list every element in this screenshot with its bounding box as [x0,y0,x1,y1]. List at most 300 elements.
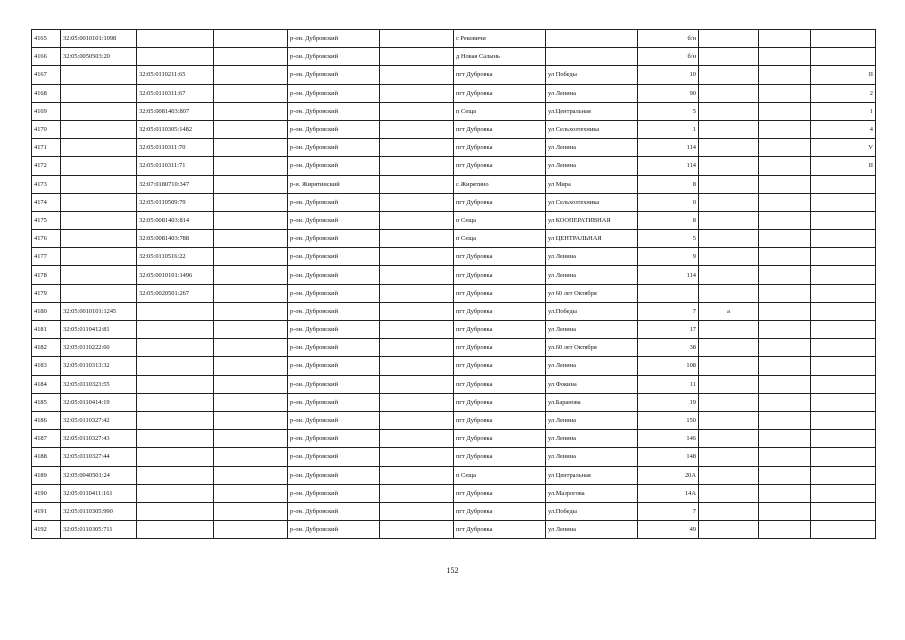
house-letter-cell [699,139,759,157]
cadastral-number-cell [61,84,137,102]
house-number-cell: 7 [638,502,699,520]
empty-cell [214,266,288,284]
house-letter-cell [699,339,759,357]
locality-cell: пгт Дубровка [454,266,546,284]
record-number-cell: 4185 [32,393,61,411]
house-number-cell: 114 [638,266,699,284]
cadastral-number-alt-cell: 32:05:0110311:70 [137,139,214,157]
record-number-cell: 4169 [32,102,61,120]
locality-cell: пгт Дубровка [454,521,546,539]
house-number-cell [638,284,699,302]
note-cell [811,502,876,520]
district-cell: р-он. Дубровский [288,193,380,211]
table-row [32,84,876,102]
record-number-cell: 4178 [32,266,61,284]
cadastral-number-cell: 32:05:0110411:161 [61,484,137,502]
house-letter-cell [699,357,759,375]
table-row [32,357,876,375]
empty-cell [214,211,288,229]
note-cell [811,230,876,248]
cadastral-number-cell [61,211,137,229]
cadastral-number-cell [61,66,137,84]
locality-cell: пгт Дубровка [454,411,546,429]
street-cell: ул Ленина [546,430,638,448]
district-cell: р-он. Дубровский [288,230,380,248]
empty-cell [214,193,288,211]
empty-cell [759,430,811,448]
locality-cell: с Рековичи [454,30,546,48]
table-row [32,266,876,284]
cadastral-number-alt-cell [137,357,214,375]
house-number-cell: 10 [638,66,699,84]
empty-cell [759,321,811,339]
street-cell: ул 60 лет Октября [546,284,638,302]
record-number-cell: 4183 [32,357,61,375]
empty-cell [759,448,811,466]
cadastral-number-alt-cell [137,393,214,411]
note-cell [811,393,876,411]
empty-cell [214,484,288,502]
house-number-cell: 90 [638,84,699,102]
empty-cell [214,157,288,175]
cadastral-number-alt-cell: 32:05:0010101:1496 [137,266,214,284]
empty-cell [380,339,454,357]
cadastral-number-cell: 32:05:0010101:1098 [61,30,137,48]
house-letter-cell [699,248,759,266]
empty-cell [214,411,288,429]
house-number-cell: 150 [638,411,699,429]
street-cell: ул Центральная [546,466,638,484]
record-number-cell: 4173 [32,175,61,193]
note-cell [811,484,876,502]
table-row [32,48,876,66]
note-cell: 2 [811,84,876,102]
street-cell: ул Ленина [546,521,638,539]
empty-cell [380,157,454,175]
empty-cell [380,502,454,520]
empty-cell [214,175,288,193]
house-letter-cell [699,430,759,448]
locality-cell: пгт Дубровка [454,484,546,502]
empty-cell [759,466,811,484]
cadastral-number-cell [61,193,137,211]
record-number-cell: 4179 [32,284,61,302]
table-row [32,484,876,502]
locality-cell: пгт Дубровка [454,157,546,175]
note-cell: V [811,139,876,157]
locality-cell: с Жирятино [454,175,546,193]
property-registry-table [31,29,876,539]
note-cell [811,48,876,66]
empty-cell [380,357,454,375]
note-cell [811,321,876,339]
locality-cell: д Новая Салынь [454,48,546,66]
empty-cell [759,266,811,284]
street-cell: ул.Баранова [546,393,638,411]
empty-cell [759,393,811,411]
empty-cell [759,30,811,48]
district-cell: р-он. Дубровский [288,30,380,48]
cadastral-number-alt-cell [137,466,214,484]
table-row [32,521,876,539]
table-row [32,448,876,466]
cadastral-number-cell [61,248,137,266]
cadastral-number-cell: 32:05:0050503:20 [61,48,137,66]
empty-cell [380,266,454,284]
locality-cell: пгт Дубровка [454,357,546,375]
empty-cell [214,339,288,357]
house-number-cell: 19 [638,393,699,411]
locality-cell: пгт Дубровка [454,66,546,84]
record-number-cell: 4190 [32,484,61,502]
record-number-cell: 4172 [32,157,61,175]
locality-cell: п Сеща [454,102,546,120]
house-number-cell: 11 [638,375,699,393]
record-number-cell: 4177 [32,248,61,266]
cadastral-number-alt-cell: 32:05:0110509:79 [137,193,214,211]
house-number-cell: 9 [638,248,699,266]
street-cell: ул Ленина [546,266,638,284]
cadastral-number-cell [61,284,137,302]
locality-cell: пгт Дубровка [454,139,546,157]
table-row [32,120,876,138]
note-cell [811,411,876,429]
cadastral-number-alt-cell [137,302,214,320]
table-row [32,430,876,448]
empty-cell [214,502,288,520]
empty-cell [214,448,288,466]
empty-cell [759,102,811,120]
house-letter-cell [699,448,759,466]
registry-table-body [32,30,876,539]
empty-cell [380,375,454,393]
empty-cell [214,321,288,339]
street-cell: ул.Победы [546,302,638,320]
street-cell: ул Ленина [546,321,638,339]
empty-cell [759,120,811,138]
house-letter-cell [699,375,759,393]
empty-cell [380,230,454,248]
table-row [32,175,876,193]
locality-cell: пгт Дубровка [454,248,546,266]
empty-cell [380,120,454,138]
note-cell [811,193,876,211]
cadastral-number-alt-cell: 32:05:0020501:267 [137,284,214,302]
house-number-cell: 17 [638,321,699,339]
empty-cell [759,175,811,193]
empty-cell [214,430,288,448]
empty-cell [380,521,454,539]
cadastral-number-cell [61,157,137,175]
note-cell: II [811,66,876,84]
district-cell: р-он. Дубровский [288,248,380,266]
district-cell: р-он. Дубровский [288,393,380,411]
street-cell: ул.Победы [546,502,638,520]
cadastral-number-cell: 32:05:0110305:990 [61,502,137,520]
record-number-cell: 4191 [32,502,61,520]
empty-cell [759,211,811,229]
district-cell: р-он. Дубровский [288,466,380,484]
locality-cell: пгт Дубровка [454,193,546,211]
empty-cell [214,521,288,539]
district-cell: р-он. Дубровский [288,375,380,393]
empty-cell [759,157,811,175]
record-number-cell: 4176 [32,230,61,248]
district-cell: р-он. Дубровский [288,339,380,357]
street-cell: ул Мира [546,175,638,193]
street-cell: ул Ленина [546,248,638,266]
house-number-cell: 146 [638,430,699,448]
cadastral-number-cell: 32:05:0110222:60 [61,339,137,357]
street-cell: ул Сельхозтехника [546,120,638,138]
district-cell: р-он. Дубровский [288,211,380,229]
empty-cell [214,48,288,66]
street-cell: ул Ленина [546,357,638,375]
table-row [32,157,876,175]
empty-cell [214,357,288,375]
empty-cell [214,230,288,248]
district-cell: р-он. Дубровский [288,139,380,157]
house-letter-cell [699,157,759,175]
district-cell: р-он. Дубровский [288,120,380,138]
cadastral-number-alt-cell: 32:05:0081403:788 [137,230,214,248]
district-cell: р-он. Дубровский [288,502,380,520]
locality-cell: пгт Дубровка [454,375,546,393]
record-number-cell: 4170 [32,120,61,138]
record-number-cell: 4187 [32,430,61,448]
table-row [32,411,876,429]
house-number-cell: 108 [638,357,699,375]
empty-cell [759,230,811,248]
record-number-cell: 4167 [32,66,61,84]
note-cell [811,375,876,393]
locality-cell: пгт Дубровка [454,84,546,102]
house-letter-cell [699,120,759,138]
page-number: 152 [446,566,459,575]
table-row [32,66,876,84]
record-number-cell: 4181 [32,321,61,339]
locality-cell: пгт Дубровка [454,339,546,357]
empty-cell [214,139,288,157]
table-row [32,502,876,520]
empty-cell [380,84,454,102]
house-number-cell: 8 [638,175,699,193]
empty-cell [214,120,288,138]
house-letter-cell [699,230,759,248]
cadastral-number-alt-cell: 32:05:0081403:807 [137,102,214,120]
house-letter-cell [699,484,759,502]
house-number-cell: 8 [638,211,699,229]
cadastral-number-cell [61,230,137,248]
empty-cell [380,393,454,411]
empty-cell [380,48,454,66]
house-letter-cell [699,521,759,539]
record-number-cell: 4186 [32,411,61,429]
house-number-cell: 20А [638,466,699,484]
empty-cell [380,66,454,84]
locality-cell: п Сеща [454,211,546,229]
empty-cell [380,466,454,484]
cadastral-number-alt-cell [137,502,214,520]
district-cell: р-он. Дубровский [288,302,380,320]
empty-cell [380,175,454,193]
house-letter-cell [699,48,759,66]
empty-cell [214,393,288,411]
house-letter-cell [699,266,759,284]
house-number-cell: 7 [638,302,699,320]
record-number-cell: 4171 [32,139,61,157]
house-number-cell: 114 [638,157,699,175]
cadastral-number-alt-cell [137,521,214,539]
empty-cell [759,302,811,320]
locality-cell: п Сеща [454,230,546,248]
district-cell: р-он. Дубровский [288,102,380,120]
cadastral-number-alt-cell [137,430,214,448]
district-cell: р-он. Дубровский [288,321,380,339]
note-cell [811,266,876,284]
record-number-cell: 4182 [32,339,61,357]
empty-cell [759,411,811,429]
note-cell: 4 [811,120,876,138]
note-cell [811,466,876,484]
cadastral-number-cell: 32:05:0110327:44 [61,448,137,466]
district-cell: р-он. Дубровский [288,521,380,539]
street-cell: ул Ленина [546,84,638,102]
locality-cell: пгт Дубровка [454,302,546,320]
locality-cell: пгт Дубровка [454,430,546,448]
note-cell [811,30,876,48]
house-number-cell: 114 [638,139,699,157]
empty-cell [759,248,811,266]
district-cell: р-он. Дубровский [288,430,380,448]
empty-cell [214,284,288,302]
district-cell: р-он. Дубровский [288,484,380,502]
empty-cell [214,84,288,102]
empty-cell [759,484,811,502]
empty-cell [759,84,811,102]
cadastral-number-cell: 32:05:0110327:42 [61,411,137,429]
empty-cell [380,484,454,502]
empty-cell [380,321,454,339]
district-cell: р-он. Дубровский [288,48,380,66]
locality-cell: пгт Дубровка [454,284,546,302]
cadastral-number-alt-cell: 32:05:0110211:65 [137,66,214,84]
note-cell [811,521,876,539]
empty-cell [380,248,454,266]
empty-cell [380,139,454,157]
street-cell: ул Ленина [546,157,638,175]
house-number-cell: 38 [638,339,699,357]
cadastral-number-cell [61,102,137,120]
locality-cell: пгт Дубровка [454,502,546,520]
empty-cell [380,193,454,211]
table-row [32,466,876,484]
table-row [32,393,876,411]
empty-cell [214,375,288,393]
cadastral-number-alt-cell: 32:05:0081403:814 [137,211,214,229]
empty-cell [759,375,811,393]
empty-cell [759,521,811,539]
street-cell: ул ЦЕНТРАЛЬНАЯ [546,230,638,248]
record-number-cell: 4165 [32,30,61,48]
empty-cell [214,30,288,48]
cadastral-number-alt-cell: 32:05:0110311:71 [137,157,214,175]
empty-cell [380,448,454,466]
cadastral-number-alt-cell [137,48,214,66]
note-cell [811,211,876,229]
street-cell: ул Фокина [546,375,638,393]
street-cell [546,30,638,48]
house-letter-cell [699,84,759,102]
cadastral-number-cell: 32:05:0110313:32 [61,357,137,375]
table-row [32,375,876,393]
house-letter-cell [699,193,759,211]
cadastral-number-cell [61,266,137,284]
house-number-cell: б/н [638,30,699,48]
cadastral-number-alt-cell: 32:05:0110516:22 [137,248,214,266]
locality-cell: пгт Дубровка [454,120,546,138]
street-cell: ул Сельхозтехника [546,193,638,211]
locality-cell: пгт Дубровка [454,321,546,339]
district-cell: р-н. Жирятинский [288,175,380,193]
house-letter-cell [699,102,759,120]
house-letter-cell [699,321,759,339]
house-number-cell: 5 [638,102,699,120]
house-letter-cell [699,393,759,411]
house-number-cell: б/н [638,48,699,66]
street-cell: ул Ленина [546,139,638,157]
street-cell: ул Ленина [546,448,638,466]
empty-cell [759,357,811,375]
street-cell: ул.60 лет Октября [546,339,638,357]
cadastral-number-cell: 32:05:0110412:81 [61,321,137,339]
table-row [32,321,876,339]
note-cell [811,248,876,266]
cadastral-number-cell: 32:05:0110323:55 [61,375,137,393]
record-number-cell: 4192 [32,521,61,539]
district-cell: р-он. Дубровский [288,84,380,102]
cadastral-number-alt-cell [137,411,214,429]
table-row [32,211,876,229]
cadastral-number-alt-cell [137,339,214,357]
district-cell: р-он. Дубровский [288,357,380,375]
note-cell [811,430,876,448]
note-cell [811,284,876,302]
record-number-cell: 4166 [32,48,61,66]
note-cell [811,302,876,320]
street-cell [546,48,638,66]
empty-cell [759,193,811,211]
cadastral-number-cell: 32:05:0040501:24 [61,466,137,484]
cadastral-number-alt-cell [137,484,214,502]
district-cell: р-он. Дубровский [288,66,380,84]
empty-cell [380,284,454,302]
empty-cell [214,102,288,120]
empty-cell [380,211,454,229]
house-letter-cell [699,66,759,84]
house-number-cell: 148 [638,448,699,466]
cadastral-number-alt-cell: 32:05:0110305:1482 [137,120,214,138]
table-row [32,193,876,211]
district-cell: р-он. Дубровский [288,411,380,429]
cadastral-number-cell: 32:05:0010101:1245 [61,302,137,320]
street-cell: ул Победы [546,66,638,84]
record-number-cell: 4174 [32,193,61,211]
cadastral-number-cell: 32:05:0110305:711 [61,521,137,539]
cadastral-number-cell: 32:05:0110327:43 [61,430,137,448]
house-number-cell: 14А [638,484,699,502]
table-row [32,139,876,157]
